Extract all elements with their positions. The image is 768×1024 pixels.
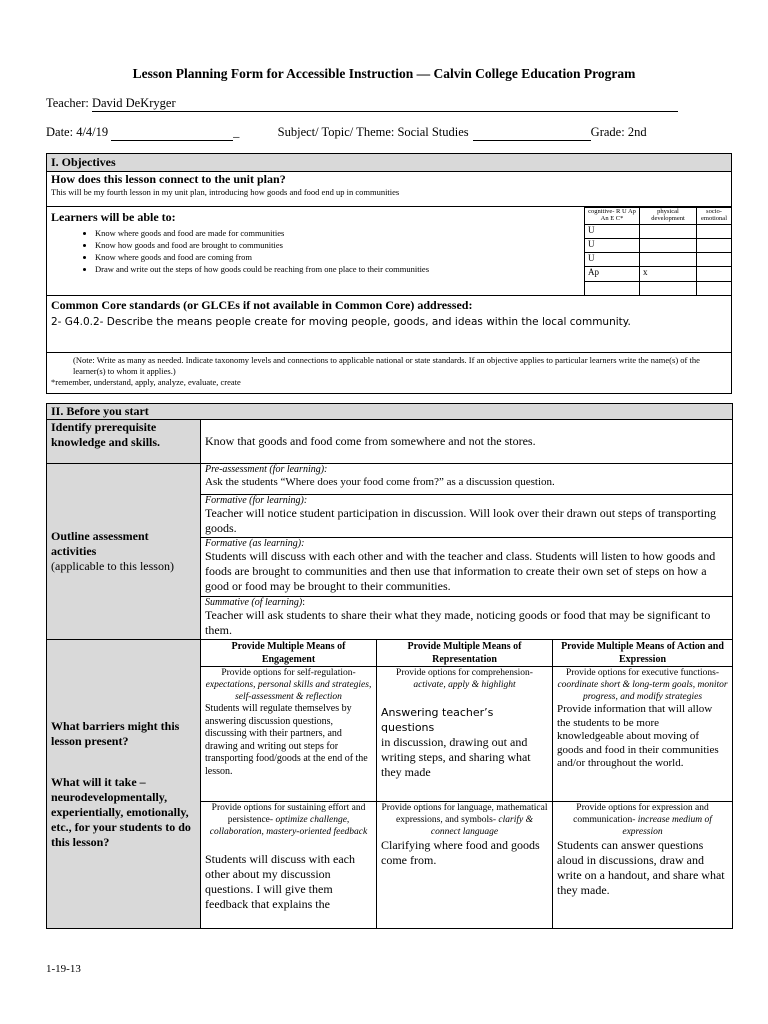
grade-label: Grade: [590,125,628,139]
teacher-row [46,96,678,112]
date-field[interactable] [111,125,233,141]
socio-cell[interactable] [697,267,732,281]
engagement-cell-1 [201,667,377,802]
engagement-cell-2 [201,802,377,929]
physical-cell[interactable] [640,238,697,252]
action-expression-header: Provide Multiple Means of Action and Expression [553,640,733,667]
objectives-list [51,227,580,275]
physical-header: physical development [640,208,697,225]
action-cell-2 [553,802,733,929]
note-label: (Note [73,355,93,365]
note-cell [47,353,732,394]
formative-as-text: Students will discuss with each other and with the teacher and class. Students will listen to how goods and foods are brought to communities and then use that information to create their own set of steps on how a good or food may be brought to their communities. [205,549,716,593]
representation-option-2: Provide options for language, mathematical expressions, and symbols- clarify & connect language [381,803,548,837]
date-trail: _ [233,125,240,139]
socio-cell[interactable] [697,253,732,267]
objectives-table [46,153,732,394]
subject-value: Social Studies [397,125,469,139]
common-core-standard: 2- G4.0.2- Describe the means people create for moving people, goods, and ideas within the local community. [51,316,631,328]
representation-option-1: Provide options for comprehension- activate, apply & highlight [396,668,533,690]
page-title: Lesson Planning Form for Accessible Instruction — Calvin College Education Program [132,66,636,81]
representation-text-1: Answering teacher’s questions in discussion, drawing out and writing steps, and sharing what they made [381,706,531,779]
pre-assessment-text: Ask the students “Where does your food come from?” as a discussion question. [205,476,555,488]
cognitive-cell[interactable]: U [585,224,640,238]
subject-field[interactable] [473,125,591,141]
physical-cell[interactable]: x [640,267,697,281]
physical-cell[interactable] [640,224,697,238]
teacher-label: Teacher: [46,96,92,110]
taxonomy-note: *remember, understand, apply, analyze, evaluate, create [51,377,241,387]
pre-assessment-label: Pre-assessment (for learning): [205,464,328,475]
objectives-heading: I. Objectives [47,154,732,172]
representation-text-2: Clarifying where food and goods come from. [381,838,540,867]
date-value: 4/4/19 [76,125,109,139]
prereq-label: Identify prerequisite knowledge and skills. [47,420,201,464]
action-option-1: Provide options for executive functions- coordinate short & long-term goals, monitor progress, and modify strategies [557,668,728,702]
socio-cell[interactable] [697,238,732,252]
cognitive-cell[interactable] [585,281,640,295]
socio-cell[interactable] [697,224,732,238]
engagement-text-2: Students will discuss with each other about my discussion questions. I will give them feedback that explains the [205,852,355,911]
what-will-it-take-question: What will it take – neurodevelopmentally, experientially, emotionally, etc., for your students to do this lesson? [51,774,191,849]
barriers-cell [47,640,201,929]
assessment-label-cell [47,464,201,640]
prereq-text: Know that goods and food come from somewhere and not the stores. [201,420,733,464]
grade-value: 2nd [627,125,647,139]
assessment-label: Outline assessment activities [51,529,149,558]
socio-header: socio- emotional [697,208,732,225]
teacher-field[interactable] [92,96,678,112]
engagement-option-1: Provide options for self-regulation- expectations, personal skills and strategies, self-assessment & reflection [205,668,372,702]
date-label: Date: [46,125,77,139]
formative-for-label: Formative (for learning): [205,495,308,506]
formative-for-cell [201,495,733,538]
pre-assessment-cell [201,464,733,495]
before-table [46,403,733,929]
list-item: • Know where goods and food are made for communities [95,227,580,239]
subject-label: Subject/ Topic/ Theme: [277,125,398,139]
engagement-option-2: Provide options for sustaining effort and persistence- optimize challenge, collaboration, mastery-oriented feedback [209,803,368,837]
physical-cell[interactable] [640,253,697,267]
list-item: • Draw and write out the steps of how goods could be reaching from one place to their communities [95,263,580,275]
formative-for-text: Teacher will notice student participation in discussion. Will look over their drawn out steps of transporting goods. [205,506,717,535]
learners-cell [47,207,732,296]
teacher-value: David DeKryger [91,96,176,110]
physical-cell[interactable] [640,281,697,295]
action-cell-1 [553,667,733,802]
cognitive-cell[interactable]: U [585,253,640,267]
common-core-label: Common Core standards (or GLCEs if not available in Common Core) addressed: [51,298,473,312]
unit-plan-cell [47,172,732,207]
summative-cell [201,597,733,640]
assessment-sublabel: (applicable to this lesson) [51,559,174,573]
list-item: • Know where goods and food are coming from [95,251,580,263]
representation-cell-2 [377,802,553,929]
summative-label-row: Summative (of learning): [205,597,305,608]
taxonomy-table [584,207,732,296]
engagement-header: Provide Multiple Means of Engagement [201,640,377,667]
footer-date: 1-19-13 [46,963,81,975]
action-text-1: Provide information that will allow the students to be more knowledgeable about moving of goods and food in their communities and/or throughout the world. [557,703,719,769]
summative-text: Teacher will ask students to share their what they made, noticing goods or food that may be significant to them. [205,608,711,637]
list-item: • Know how goods and food are brought to communities [95,239,580,251]
representation-cell-1 [377,667,553,802]
cognitive-header: cognitive- R U Ap An E C* [585,208,640,225]
before-heading: II. Before you start [47,404,733,420]
engagement-text-1: Students will regulate themselves by answering discussion questions, discussing with their partners, and drawing and writing out steps for transporting food/goods at the end of the lesson. [205,703,368,777]
action-option-2: Provide options for expression and communication- increase medium of expression [573,803,712,837]
unit-plan-answer: This will be my fourth lesson in my unit plan, introducing how goods and food end up in communities [51,187,400,197]
representation-header: Provide Multiple Means of Representation [377,640,553,667]
barriers-question: What barriers might this lesson present? [51,718,180,748]
action-text-2: Students can answer questions aloud in discussions, draw and write on a handout, and share what they made. [557,838,725,897]
formative-as-label: Formative (as learning): [205,538,305,549]
cognitive-cell[interactable]: U [585,238,640,252]
cognitive-cell[interactable]: Ap [585,267,640,281]
unit-plan-question: How does this lesson connect to the unit plan? [51,172,286,186]
summative-label: Summative (of learning) [205,597,303,608]
socio-cell[interactable] [697,281,732,295]
common-core-cell [47,296,732,353]
learners-label: Learners will be able to: [51,210,176,224]
note-text: (Note: Write as many as needed. Indicate taxonomy levels and connections to applicable national or state standards. If an objective applies to particular learners write the name(s) of the learner(s) to whom it applies.) [73,355,700,376]
formative-as-cell [201,538,733,597]
date-subject-row [46,125,746,141]
